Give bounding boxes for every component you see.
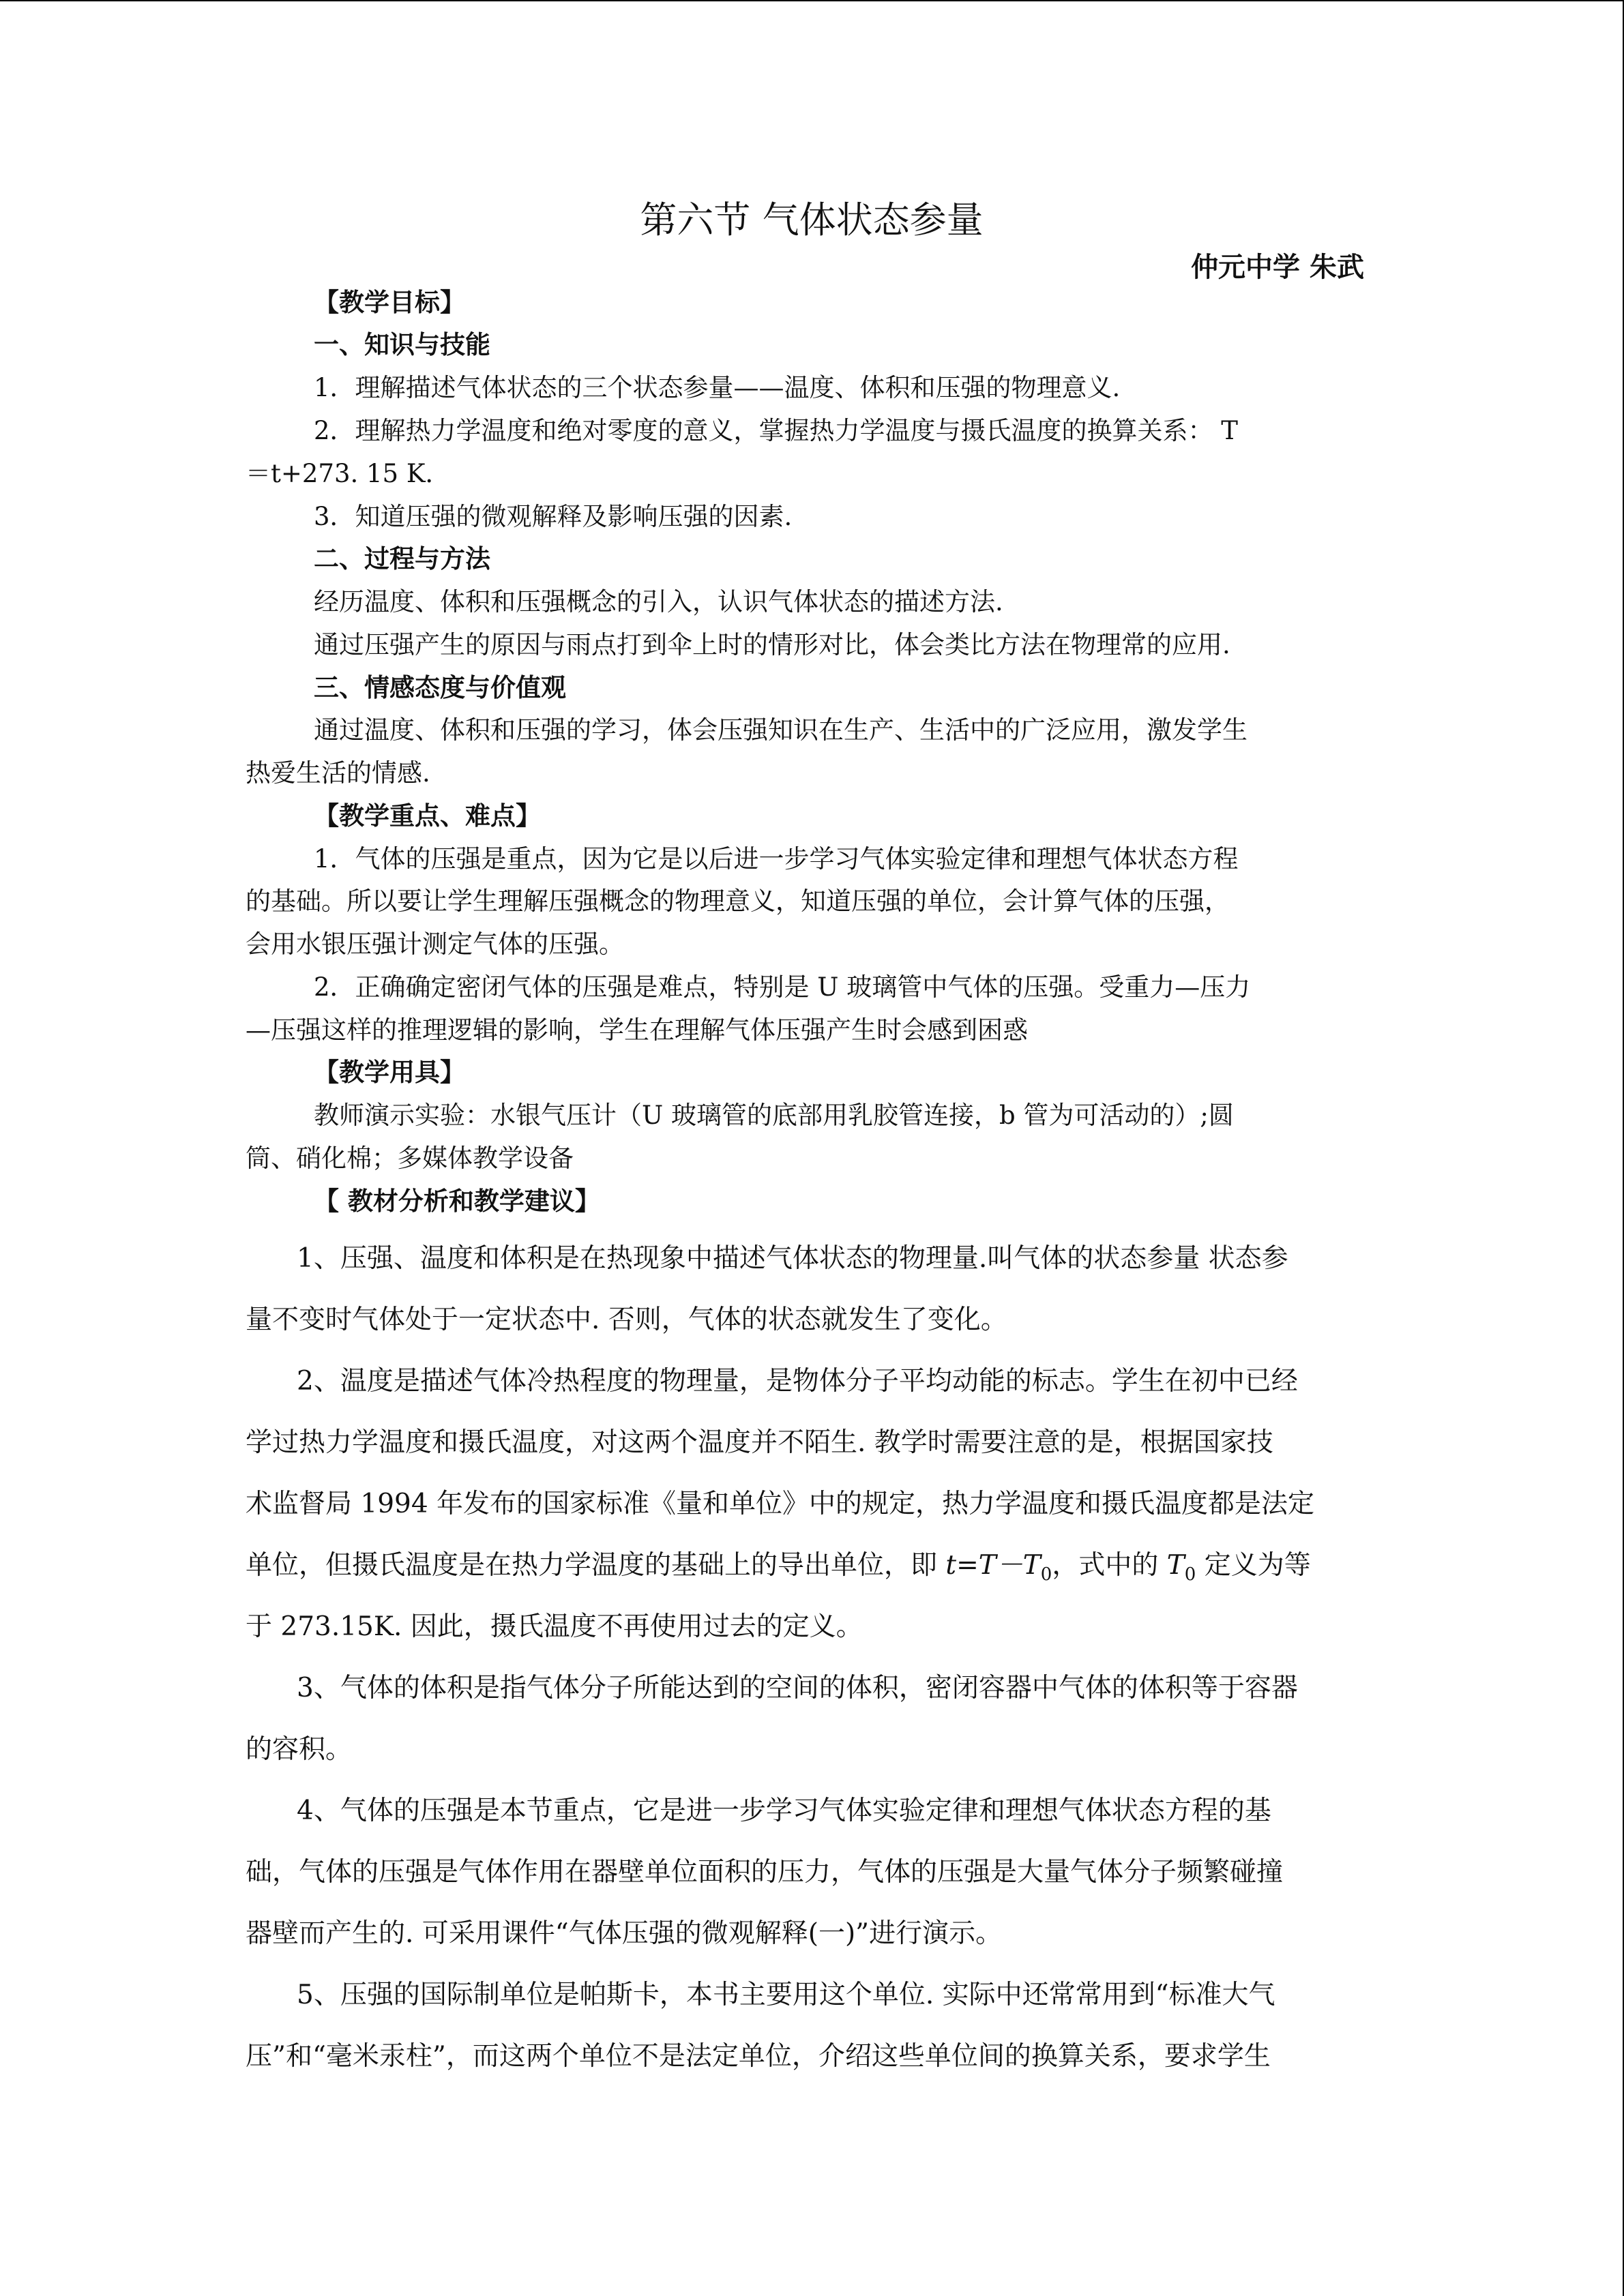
- formula: t=T－T: [945, 1550, 1041, 1581]
- keypoints-para-1-line-3: 会用水银压强计测定气体的压强。: [246, 929, 624, 959]
- analysis-s1-line-2: 量不变时气体处于一定状态中. 否则，气体的状态就发生了变化。: [246, 1304, 1007, 1335]
- knowledge-item-1: 1．理解描述气体状态的三个状态参量——温度、体积和压强的物理意义.: [314, 373, 1121, 402]
- analysis-s1-line-1: 1、压强、温度和体积是在热现象中描述气体状态的物理量.叫气体的状态参量 状态参: [297, 1243, 1288, 1274]
- formula-t0-subscript: 0: [1184, 1564, 1196, 1585]
- analysis-s4-line-3: 器壁而产生的. 可采用课件“气体压强的微观解释(一)”进行演示。: [246, 1918, 1003, 1949]
- formula-t0: T: [1166, 1550, 1185, 1581]
- analysis-s5-line-1: 5、压强的国际制单位是帕斯卡，本书主要用这个单位. 实际中还常常用到“标准大气: [297, 1980, 1275, 2010]
- process-para-2: 通过压强产生的原因与雨点打到伞上时的情形对比，体会类比方法在物理常的应用.: [314, 630, 1230, 659]
- analysis-s2-line-1: 2、温度是描述气体冷热程度的物理量，是物体分子平均动能的标志。学生在初中已经: [297, 1366, 1298, 1397]
- analysis-s2-line-3: 术监督局 1994 年发布的国家标准《量和单位》中的规定，热力学温度和摄氏温度都是法定: [246, 1489, 1315, 1519]
- analysis-s4-line-1: 4、气体的压强是本节重点，它是进一步学习气体实验定律和理想气体状态方程的基: [297, 1795, 1271, 1826]
- analysis-s3-line-2: 的容积。: [246, 1734, 353, 1765]
- tools-para-line-2: 筒、硝化棉；多媒体教学设备: [246, 1144, 574, 1173]
- analysis-s2-line-4-mid: ，式中的: [1052, 1550, 1167, 1581]
- process-para-1: 经历温度、体积和压强概念的引入，认识气体状态的描述方法.: [314, 587, 1003, 616]
- author-line: 仲元中学 朱武: [1191, 252, 1364, 283]
- emotion-para-line-2: 热爱生活的情感.: [246, 758, 430, 788]
- objectives-heading: 【教学目标】: [314, 288, 465, 317]
- keypoints-para-1-line-1: 1．气体的压强是重点，因为它是以后进一步学习气体实验定律和理想气体状态方程: [314, 844, 1239, 874]
- keypoints-para-2-line-1: 2．正确确定密闭气体的压强是难点，特别是 U 玻璃管中气体的压强。受重力—压力: [314, 972, 1251, 1002]
- page-title: 第六节 气体状态参量: [640, 198, 984, 241]
- analysis-s5-line-2: 压”和“毫米汞柱”，而这两个单位不是法定单位，介绍这些单位间的换算关系，要求学生: [246, 2041, 1271, 2072]
- tools-heading: 【教学用具】: [314, 1058, 465, 1087]
- formula-subscript: 0: [1040, 1564, 1052, 1585]
- keypoints-para-2-line-2: —压强这样的推理逻辑的影响，学生在理解气体压强产生时会感到困惑: [246, 1015, 1028, 1045]
- analysis-s4-line-2: 础，气体的压强是气体作用在器壁单位面积的压力，气体的压强是大量气体分子频繁碰撞: [246, 1857, 1284, 1888]
- knowledge-item-2-cont: ＝t+273. 15 K．: [246, 459, 451, 488]
- analysis-s3-line-1: 3、气体的体积是指气体分子所能达到的空间的体积，密闭容器中气体的体积等于容器: [297, 1673, 1298, 1703]
- analysis-s2-line-4-post: 定义为等: [1196, 1550, 1311, 1581]
- keypoints-para-1-line-2: 的基础。所以要让学生理解压强概念的物理意义，知道压强的单位，会计算气体的压强，: [246, 886, 1230, 916]
- keypoints-heading: 【教学重点、难点】: [314, 801, 541, 831]
- analysis-s2-line-4: [246, 1548, 1378, 1592]
- analysis-s2-line-4-pre: 单位，但摄氏温度是在热力学温度的基础上的导出单位，即: [246, 1550, 946, 1581]
- tools-para-line-1: 教师演示实验：水银气压计（U 玻璃管的底部用乳胶管连接，b 管为可活动的）;圆: [314, 1101, 1234, 1130]
- knowledge-heading: 一、知识与技能: [314, 330, 490, 359]
- analysis-s2-line-2: 学过热力学温度和摄氏温度，对这两个温度并不陌生. 教学时需要注意的是，根据国家技: [246, 1427, 1273, 1458]
- knowledge-item-2: 2．理解热力学温度和绝对零度的意义，掌握热力学温度与摄氏温度的换算关系： T: [314, 416, 1238, 445]
- knowledge-item-3: 3．知道压强的微观解释及影响压强的因素.: [314, 502, 793, 531]
- emotion-para-line-1: 通过温度、体积和压强的学习，体会压强知识在生产、生活中的广泛应用，激发学生: [314, 715, 1247, 745]
- process-heading: 二、过程与方法: [314, 544, 490, 573]
- analysis-heading: 【 教材分析和教学建议】: [314, 1187, 600, 1216]
- analysis-s2-line-5: 于 273.15K. 因此，摄氏温度不再使用过去的定义。: [246, 1611, 863, 1642]
- emotion-heading: 三、情感态度与价值观: [314, 673, 566, 702]
